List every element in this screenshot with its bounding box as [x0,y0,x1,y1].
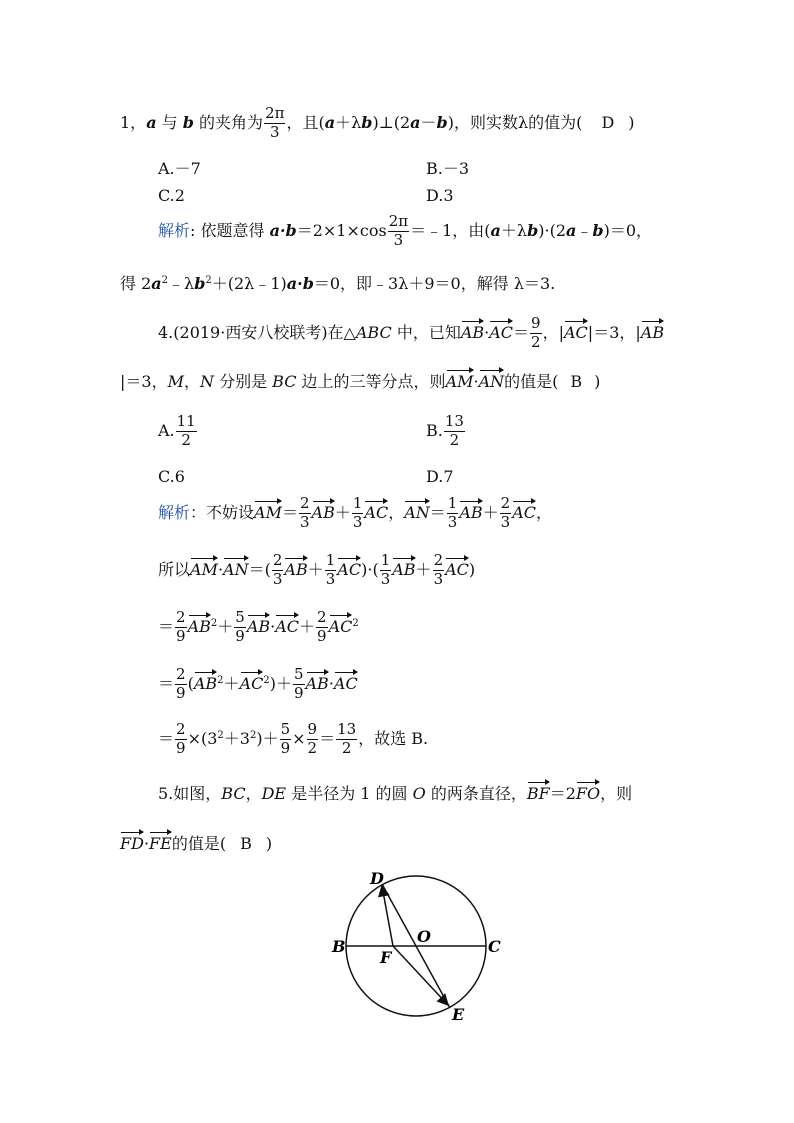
q1-option-c: C.2 [158,186,185,205]
q4-solution-line-4: ＝ $\frac{2}{9}$ $(AB^2+AC^2)+$ $\frac{5}{9}$ AB·AC [158,665,358,702]
q4-option-c: C.6 [158,467,185,486]
solution-label: 解析 [158,220,191,240]
q4-stem-line-2: |＝3，M，N 分别是 BC 边上的三等分点，则AM·AN的值是( B ) [120,372,601,391]
q4-solution-line-3: ＝ $\frac{2}{9}$ $AB^2+$ $\frac{5}{9}$ AB·AC＋ $\frac{2}{9}$ $AC^2$ [158,608,359,645]
label-b: B [332,937,346,956]
circle-figure [320,860,520,1030]
label-f: F [380,948,392,967]
q5-stem-line-1: 5.如图，BC，DE 是半径为 1 的圆 O 的两条直径，BF＝2FO，则 [158,784,633,803]
label-e: E [452,1005,465,1024]
q4-option-d: D.7 [426,467,454,486]
q1-solution-line-1: 解析: 依题意得 a·b＝2×1×cos $\frac{2\pi}{3}$ ＝﹣1，由(a＋λb)·(2a﹣b)＝0， [158,212,653,249]
q1-option-a: A.－7 [158,159,201,178]
q5-stem-line-2: FD·FE的值是( B ) [120,834,273,853]
label-c: C [488,937,501,956]
q1-option-b: B.－3 [426,159,470,178]
q4-stem-line-1: 4.(2019·西安八校联考)在△ABC 中，已知AB·AC＝ $\frac{9}{2}$ ，|AC|＝3，|AB [158,314,665,351]
q1-stem: 1，a 与 b 的夹角为 $\frac{2\pi}{3}$ ，且(a＋λb)⊥(2a－b)，则实数λ的值为( D ) [120,104,635,141]
solution-label: 解析 [158,502,191,522]
angle-fraction: $\frac{2\pi}{3}$ [265,104,285,141]
label-o: O [417,927,431,946]
q1-solution-line-2: 得 $2a^2﹣\lambda b^2+(2\lambda﹣1)a\cdot b=0$，即﹣3λ＋9＝0，解得 λ＝3. [120,274,556,293]
q4-answer: B [570,372,583,391]
label-d: D [370,869,384,888]
q4-solution-line-5: ＝ $\frac{2}{9}$ $\times(3^2+3^2)+$ $\frac{5}{9}$ × $\frac{9}{2}$ ＝ $\frac{13}{2}$ ，故选 B. [158,720,429,757]
q4-solution-line-1: 解析：不妨设AM＝ $\frac{2}{3}$ AB＋ $\frac{1}{3}$ AC，AN＝ $\frac{1}{3}$ AB＋ $\frac{2}{3}$ AC， [158,494,553,531]
q5-answer: B [240,834,252,853]
q1-option-d: D.3 [426,186,454,205]
q4-solution-line-2: 所以AM·AN＝( $\frac{2}{3}$ AB＋ $\frac{1}{3}$ AC)·( $\frac{1}{3}$ AB＋ $\frac{2}{3}$ AC) [158,551,476,588]
q4-option-b: B. $\frac{13}{2}$ [426,412,464,449]
q1-answer: D [601,112,615,132]
q4-option-a: A. $\frac{11}{2}$ [158,412,196,449]
